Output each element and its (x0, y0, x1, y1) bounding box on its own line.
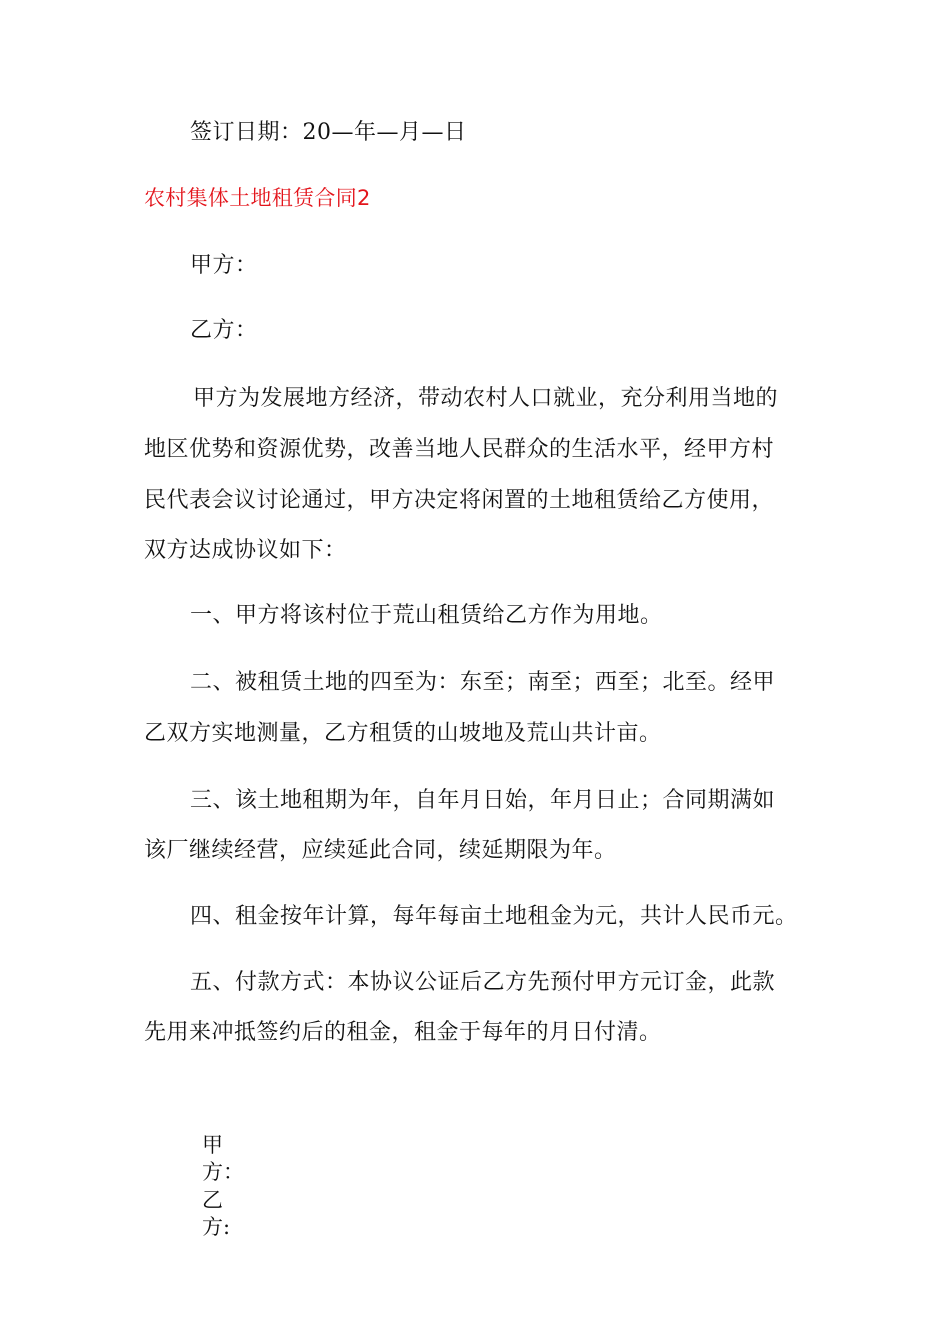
clause-3-line-2: 该厂继续经营，应续延此合同，续延期限为年。 (144, 838, 617, 863)
clause-1-line-1: 一、甲方将该村位于荒山租赁给乙方作为用地。 (190, 603, 663, 628)
intro-line-4: 双方达成协议如下： (144, 538, 347, 563)
clause-4-line-1: 四、租金按年计算，每年每亩土地租金为元，共计人民币元。 (190, 904, 798, 929)
signature-party-b-char-1: 乙 (202, 1188, 223, 1212)
intro-line-2: 地区优势和资源优势，改善当地人民群众的生活水平，经甲方村 (144, 437, 775, 462)
signature-party-a-char-2: 方： (202, 1160, 244, 1184)
clause-5-line-1: 五、付款方式：本协议公证后乙方先预付甲方元订金，此款 (190, 970, 776, 995)
signature-party-a-char-1: 甲 (202, 1133, 223, 1157)
party-a-label: 甲方： (190, 253, 258, 278)
clause-3-line-1: 三、该土地租期为年，自年月日始，年月日止；合同期满如 (190, 788, 776, 813)
party-b-label: 乙方： (190, 318, 258, 343)
clause-2-line-1: 二、被租赁土地的四至为：东至；南至；西至；北至。经甲 (190, 670, 776, 695)
intro-line-1: 甲方为发展地方经济，带动农村人口就业，充分利用当地的 (193, 386, 779, 411)
clause-5-line-2: 先用来冲抵签约后的租金，租金于每年的月日付清。 (144, 1020, 662, 1045)
document-title: 农村集体土地租赁合同2 (144, 186, 371, 210)
clause-2-line-2: 乙双方实地测量，乙方租赁的山坡地及荒山共计亩。 (144, 721, 662, 746)
sign-date: 签订日期：20—年—月—日 (190, 120, 467, 145)
intro-line-3: 民代表会议讨论通过，甲方决定将闲置的土地租赁给乙方使用， (144, 488, 775, 513)
signature-party-b-char-2: 方: (202, 1215, 231, 1239)
